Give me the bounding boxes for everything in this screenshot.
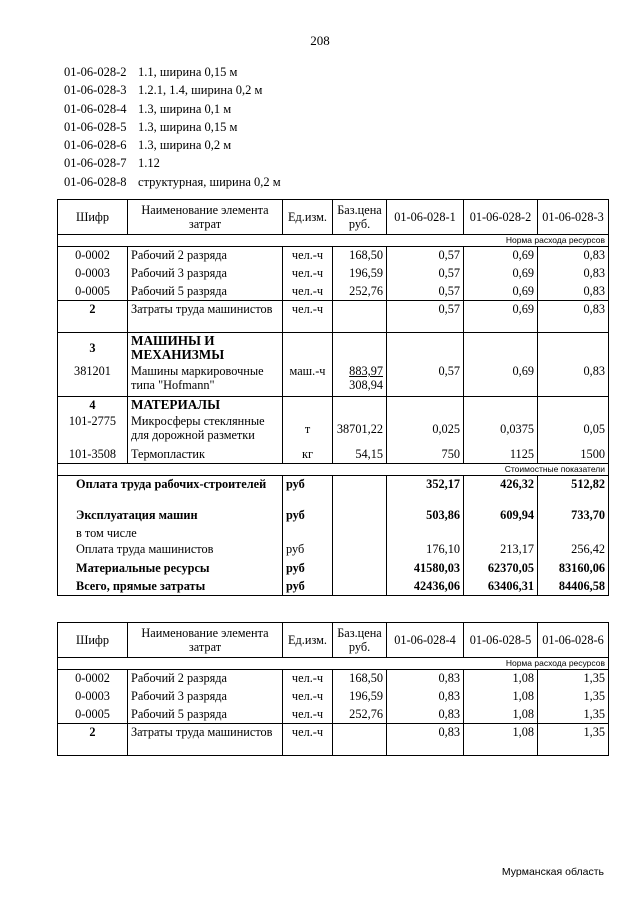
table-row — [58, 396, 609, 413]
cell-name: Термопластик — [128, 446, 283, 464]
cell-value: 63406,31 — [464, 578, 538, 596]
cell-name: Рабочий 5 разряда — [128, 283, 283, 301]
cell-code: 101-3508 — [58, 446, 128, 464]
cell-value: 0,83 — [538, 301, 609, 333]
cell-value: 0,69 — [464, 363, 538, 396]
cell-value: 0,05 — [538, 413, 609, 446]
header-name: Наименование элемента затрат — [128, 623, 283, 658]
cell-unit: руб — [283, 476, 333, 507]
list-item — [64, 136, 281, 154]
cell-value: 213,17 — [464, 541, 538, 560]
page-number: 208 — [310, 33, 330, 48]
list-item — [64, 118, 281, 136]
table-row — [58, 724, 609, 756]
cell-value: 0,57 — [387, 283, 464, 301]
cell-value: 1125 — [464, 446, 538, 464]
header-name: Наименование элемента затрат — [128, 200, 283, 235]
cell-empty — [464, 333, 538, 364]
cell-price: 54,15 — [333, 446, 387, 464]
code: 01-06-028-5 — [64, 119, 127, 134]
cell-unit: чел.-ч — [283, 265, 333, 283]
cell-value: 0,83 — [538, 265, 609, 283]
code: 01-06-028-7 — [64, 156, 127, 171]
cell-unit: чел.-ч — [283, 670, 333, 688]
price-machine: 883,97 — [349, 364, 383, 378]
cell-unit: руб — [283, 578, 333, 596]
section-title-machines: МАШИНЫ И МЕХАНИЗМЫ — [128, 333, 283, 364]
cell-unit: маш.-ч — [283, 363, 333, 396]
cell-name: в том числе — [58, 525, 283, 541]
cell-value: 0,69 — [464, 247, 538, 265]
cell-price: 168,50 — [333, 247, 387, 265]
cell-empty — [333, 507, 387, 525]
cell-name: Рабочий 2 разряда — [128, 247, 283, 265]
list-item — [64, 173, 281, 191]
header-unit: Ед.изм. — [283, 623, 333, 658]
cell-price: 196,59 — [333, 688, 387, 706]
cell-unit: чел.-ч — [283, 283, 333, 301]
cell-empty — [333, 333, 387, 364]
cell-value: 0,69 — [464, 301, 538, 333]
cell-name: Машины маркировочные типа "Hofmann" — [128, 363, 283, 396]
cell-value: 352,17 — [387, 476, 464, 507]
cell-value: 750 — [387, 446, 464, 464]
cell-name: Всего, прямые затраты — [58, 578, 283, 596]
table-row — [58, 363, 609, 396]
cell-value: 512,82 — [538, 476, 609, 507]
table-row — [58, 688, 609, 706]
header-col-3: 01-06-028-3 — [538, 200, 609, 235]
code-desc: 1.3, ширина 0,1 м — [138, 101, 232, 116]
code-list — [64, 63, 281, 191]
header-shifr: Шифр — [58, 623, 128, 658]
cell-code: 0-0005 — [58, 283, 128, 301]
table-row — [58, 476, 609, 507]
cell-code: 381201 — [58, 363, 128, 396]
code: 01-06-028-4 — [64, 101, 127, 116]
section-title-materials: МАТЕРИАЛЫ — [128, 396, 283, 413]
cell-code: 101-2775 — [58, 413, 128, 446]
cell-value: 0,83 — [387, 706, 464, 724]
table-row — [58, 578, 609, 596]
cell-empty — [333, 525, 387, 541]
cell-code: 3 — [58, 333, 128, 364]
cell-empty — [464, 396, 538, 413]
cell-empty — [538, 525, 609, 541]
header-shifr: Шифр — [58, 200, 128, 235]
cell-price: 252,76 — [333, 706, 387, 724]
cell-value: 83160,06 — [538, 560, 609, 578]
code-desc: 1.1, ширина 0,15 м — [138, 65, 238, 79]
cell-empty — [333, 396, 387, 413]
cell-name: Рабочий 3 разряда — [128, 265, 283, 283]
cell-value: 0,83 — [387, 688, 464, 706]
cell-empty — [387, 333, 464, 364]
cell-value: 426,32 — [464, 476, 538, 507]
table-row — [58, 507, 609, 525]
list-item — [64, 63, 281, 81]
header-price: Баз.цена руб. — [333, 623, 387, 658]
code: 01-06-028-6 — [64, 138, 127, 153]
cell-value: 1,35 — [538, 670, 609, 688]
table-row — [58, 706, 609, 724]
list-item — [64, 100, 281, 118]
cell-code: 0-0003 — [58, 688, 128, 706]
cell-name: Оплата труда рабочих-строителей — [58, 476, 283, 507]
price-operator: 308,94 — [349, 378, 383, 392]
cell-value: 0,57 — [387, 301, 464, 333]
table-row — [58, 541, 609, 560]
resource-table-2 — [57, 622, 609, 756]
code-desc: 1.3, ширина 0,15 м — [138, 119, 238, 134]
section-norm: Норма расхода ресурсов — [58, 658, 609, 670]
cell-value: 1,08 — [464, 688, 538, 706]
cell-value: 1,08 — [464, 670, 538, 688]
table-row — [58, 333, 609, 364]
cell-value: 0,83 — [387, 670, 464, 688]
cell-price: 196,59 — [333, 265, 387, 283]
cell-value: 503,86 — [387, 507, 464, 525]
code: 01-06-028-8 — [64, 174, 127, 189]
table-row — [58, 283, 609, 301]
cell-value: 1,35 — [538, 706, 609, 724]
cell-code: 2 — [58, 724, 128, 756]
table-row — [58, 247, 609, 265]
cell-empty — [333, 578, 387, 596]
cell-price: 168,50 — [333, 670, 387, 688]
cell-value: 1,08 — [464, 724, 538, 756]
cell-unit: чел.-ч — [283, 724, 333, 756]
header-col-5: 01-06-028-5 — [464, 623, 538, 658]
cell-value: 1500 — [538, 446, 609, 464]
cell-value: 0,83 — [387, 724, 464, 756]
cell-empty — [333, 541, 387, 560]
cell-code: 0-0005 — [58, 706, 128, 724]
cell-empty — [283, 396, 333, 413]
cell-value: 0,69 — [464, 283, 538, 301]
cell-value: 0,57 — [387, 363, 464, 396]
cell-name: Рабочий 5 разряда — [128, 706, 283, 724]
table-row — [58, 413, 609, 446]
table-row — [58, 265, 609, 283]
cell-value: 0,69 — [464, 265, 538, 283]
cell-name: Микросферы стеклянные для дорожной разметки — [128, 413, 283, 446]
table-row — [58, 670, 609, 688]
cell-value: 1,35 — [538, 724, 609, 756]
header-col-2: 01-06-028-2 — [464, 200, 538, 235]
cell-price: 252,76 — [333, 283, 387, 301]
cell-code: 0-0002 — [58, 247, 128, 265]
section-cost: Стоимостные показатели — [58, 464, 609, 476]
cell-price: 38701,22 — [333, 413, 387, 446]
section-norm: Норма расхода ресурсов — [58, 235, 609, 247]
table-row — [58, 525, 609, 541]
cell-value: 1,08 — [464, 706, 538, 724]
header-col-6: 01-06-028-6 — [538, 623, 609, 658]
cell-value: 1,35 — [538, 688, 609, 706]
cell-value: 41580,03 — [387, 560, 464, 578]
cell-code: 4 — [58, 396, 128, 413]
list-item — [64, 81, 281, 99]
cell-value: 733,70 — [538, 507, 609, 525]
cell-name: Рабочий 2 разряда — [128, 670, 283, 688]
resource-table-1 — [57, 199, 609, 596]
cell-name: Эксплуатация машин — [58, 507, 283, 525]
cell-empty — [538, 333, 609, 364]
cell-value: 609,94 — [464, 507, 538, 525]
table-row — [58, 301, 609, 333]
cell-unit: кг — [283, 446, 333, 464]
cell-name: Оплата труда машинистов — [58, 541, 283, 560]
cell-code: 0-0002 — [58, 670, 128, 688]
cell-empty — [333, 476, 387, 507]
footer-region: Мурманская область — [501, 866, 604, 878]
cell-empty — [464, 525, 538, 541]
cell-value: 0,83 — [538, 247, 609, 265]
cell-price — [333, 363, 387, 396]
cell-value: 0,57 — [387, 265, 464, 283]
cell-unit: чел.-ч — [283, 301, 333, 333]
cell-name: Затраты труда машинистов — [128, 301, 283, 333]
header-price: Баз.цена руб. — [333, 200, 387, 235]
cell-empty — [333, 560, 387, 578]
cell-unit: чел.-ч — [283, 688, 333, 706]
cell-value: 0,57 — [387, 247, 464, 265]
cell-value: 176,10 — [387, 541, 464, 560]
cell-unit: т — [283, 413, 333, 446]
code-desc: 1.12 — [138, 156, 160, 171]
cell-name: Затраты труда машинистов — [128, 724, 283, 756]
code-desc: 1.2.1, 1.4, ширина 0,2 м — [138, 83, 263, 98]
code: 01-06-028-3 — [64, 83, 127, 98]
cell-empty — [387, 525, 464, 541]
table-row — [58, 560, 609, 578]
cell-unit: руб — [283, 507, 333, 525]
code-desc: структурная, ширина 0,2 м — [138, 174, 281, 189]
cell-empty — [283, 525, 333, 541]
cell-code: 0-0003 — [58, 265, 128, 283]
cell-value: 0,0375 — [464, 413, 538, 446]
cell-unit: руб — [283, 560, 333, 578]
cell-value: 0,025 — [387, 413, 464, 446]
table-row — [58, 446, 609, 464]
header-col-4: 01-06-028-4 — [387, 623, 464, 658]
cell-value: 0,83 — [538, 283, 609, 301]
cell-empty — [538, 396, 609, 413]
cell-value: 84406,58 — [538, 578, 609, 596]
cell-unit: руб — [283, 541, 333, 560]
cell-empty — [333, 724, 387, 756]
cell-empty — [387, 396, 464, 413]
list-item — [64, 154, 281, 172]
header-col-1: 01-06-028-1 — [387, 200, 464, 235]
cell-value: 62370,05 — [464, 560, 538, 578]
cell-value: 42436,06 — [387, 578, 464, 596]
cell-value: 0,83 — [538, 363, 609, 396]
cell-unit: чел.-ч — [283, 247, 333, 265]
code: 01-06-028-2 — [64, 65, 127, 79]
cell-unit: чел.-ч — [283, 706, 333, 724]
cell-empty — [283, 333, 333, 364]
cell-code: 2 — [58, 301, 128, 333]
code-desc: 1.3, ширина 0,2 м — [138, 138, 232, 153]
header-unit: Ед.изм. — [283, 200, 333, 235]
cell-price — [333, 301, 387, 333]
cell-name: Рабочий 3 разряда — [128, 688, 283, 706]
cell-name: Материальные ресурсы — [58, 560, 283, 578]
cell-value: 256,42 — [538, 541, 609, 560]
